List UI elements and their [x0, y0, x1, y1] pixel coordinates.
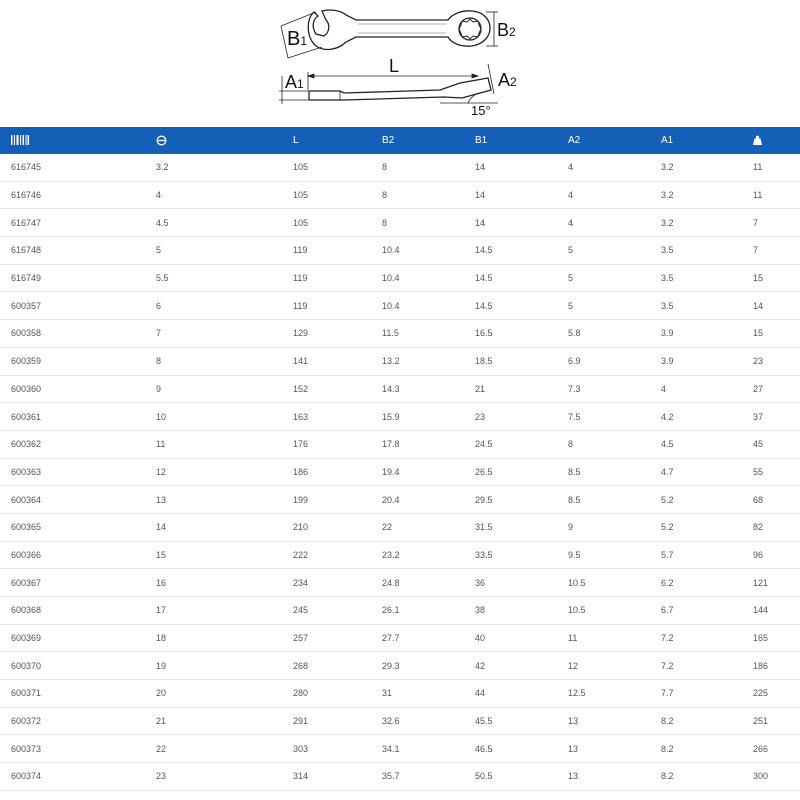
cell-B1: 40 — [464, 624, 557, 652]
cell-size: 19 — [145, 652, 282, 680]
cell-size: 14 — [145, 513, 282, 541]
cell-L: 199 — [282, 486, 371, 514]
cell-B2: 35.7 — [371, 763, 464, 791]
table-row — [0, 458, 800, 486]
cell-A1: 4.2 — [650, 403, 742, 431]
cell-A2: 12 — [557, 652, 650, 680]
cell-size: 18 — [145, 624, 282, 652]
cell-weight: 121 — [742, 569, 800, 597]
cell-A1: 3.2 — [650, 209, 742, 237]
cell-code: 616748 — [0, 237, 145, 265]
table-row — [0, 624, 800, 652]
cell-B1: 23 — [464, 403, 557, 431]
cell-L: 222 — [282, 541, 371, 569]
cell-B2: 24.8 — [371, 569, 464, 597]
cell-A1: 7.2 — [650, 624, 742, 652]
cell-code: 600364 — [0, 486, 145, 514]
cell-A1: 3.9 — [650, 347, 742, 375]
cell-L: 280 — [282, 680, 371, 708]
cell-size: 8 — [145, 347, 282, 375]
cell-weight: 82 — [742, 513, 800, 541]
cell-size: 10 — [145, 403, 282, 431]
table-row — [0, 707, 800, 735]
cell-A1: 8.2 — [650, 735, 742, 763]
table-row — [0, 403, 800, 431]
cell-weight: 144 — [742, 597, 800, 625]
table-row — [0, 597, 800, 625]
cell-A1: 6.2 — [650, 569, 742, 597]
cell-A2: 7.3 — [557, 375, 650, 403]
cell-code: 616749 — [0, 264, 145, 292]
header-l: L — [282, 127, 371, 154]
cell-weight: 225 — [742, 680, 800, 708]
cell-B2: 34.1 — [371, 735, 464, 763]
cell-B2: 20.4 — [371, 486, 464, 514]
cell-A2: 5 — [557, 237, 650, 265]
cell-B1: 29.5 — [464, 486, 557, 514]
cell-code: 600368 — [0, 597, 145, 625]
table-row — [0, 320, 800, 348]
cell-B2: 26.1 — [371, 597, 464, 625]
cell-B1: 26.5 — [464, 458, 557, 486]
cell-A2: 10.5 — [557, 597, 650, 625]
cell-B1: 14 — [464, 154, 557, 181]
cell-code: 600374 — [0, 763, 145, 791]
cell-A2: 5 — [557, 264, 650, 292]
cell-A2: 13 — [557, 735, 650, 763]
cell-A2: 9 — [557, 513, 650, 541]
wrench-top-view — [308, 10, 490, 49]
cell-code: 616745 — [0, 154, 145, 181]
cell-A1: 4 — [650, 375, 742, 403]
cell-code: 616746 — [0, 181, 145, 209]
cell-A2: 12.5 — [557, 680, 650, 708]
cell-size: 5.5 — [145, 264, 282, 292]
cell-size: 22 — [145, 735, 282, 763]
wrench-side-view — [309, 78, 491, 100]
header-b2: B2 — [371, 127, 464, 154]
cell-code: 600358 — [0, 320, 145, 348]
b2-label: B2 — [497, 20, 516, 40]
header-a2: A2 — [557, 127, 650, 154]
cell-A1: 7.2 — [650, 652, 742, 680]
cell-B1: 36 — [464, 569, 557, 597]
cell-size: 9 — [145, 375, 282, 403]
cell-weight: 300 — [742, 763, 800, 791]
cell-L: 268 — [282, 652, 371, 680]
cell-code: 600362 — [0, 430, 145, 458]
angle-label: 15° — [471, 103, 491, 118]
cell-A2: 5 — [557, 292, 650, 320]
cell-L: 119 — [282, 237, 371, 265]
table-row — [0, 292, 800, 320]
cell-A1: 5.2 — [650, 486, 742, 514]
cell-A2: 13 — [557, 763, 650, 791]
cell-L: 105 — [282, 209, 371, 237]
cell-L: 234 — [282, 569, 371, 597]
table-row — [0, 735, 800, 763]
cell-L: 105 — [282, 181, 371, 209]
cell-size: 7 — [145, 320, 282, 348]
header-code — [0, 127, 145, 154]
cell-code: 600361 — [0, 403, 145, 431]
cell-B1: 50.5 — [464, 763, 557, 791]
angle-arc — [440, 93, 498, 103]
cell-code: 600367 — [0, 569, 145, 597]
cell-A1: 5.2 — [650, 513, 742, 541]
cell-L: 245 — [282, 597, 371, 625]
cell-code: 600365 — [0, 513, 145, 541]
table-row — [0, 209, 800, 237]
cell-A1: 3.5 — [650, 264, 742, 292]
cell-size: 15 — [145, 541, 282, 569]
cell-B2: 8 — [371, 209, 464, 237]
cell-L: 119 — [282, 264, 371, 292]
cell-A2: 6.9 — [557, 347, 650, 375]
wrench-dimension-diagram — [0, 0, 800, 127]
cell-size: 11 — [145, 430, 282, 458]
table-row — [0, 154, 800, 181]
cell-A2: 13 — [557, 707, 650, 735]
cell-B1: 16.5 — [464, 320, 557, 348]
cell-weight: 7 — [742, 237, 800, 265]
b1-label: B1 — [287, 28, 308, 50]
cell-weight: 27 — [742, 375, 800, 403]
cell-A1: 3.5 — [650, 292, 742, 320]
cell-B2: 19.4 — [371, 458, 464, 486]
cell-B2: 13.2 — [371, 347, 464, 375]
cell-weight: 96 — [742, 541, 800, 569]
cell-weight: 23 — [742, 347, 800, 375]
cell-B1: 14.5 — [464, 237, 557, 265]
table-row — [0, 652, 800, 680]
barcode-icon — [11, 135, 29, 145]
cell-B2: 23.2 — [371, 541, 464, 569]
cell-size: 12 — [145, 458, 282, 486]
header-a1: A1 — [650, 127, 742, 154]
cell-A2: 4 — [557, 209, 650, 237]
cell-weight: 15 — [742, 320, 800, 348]
cell-size: 23 — [145, 763, 282, 791]
cell-L: 129 — [282, 320, 371, 348]
table-row — [0, 541, 800, 569]
cell-L: 176 — [282, 430, 371, 458]
cell-B2: 10.4 — [371, 292, 464, 320]
cell-B1: 14 — [464, 181, 557, 209]
cell-A1: 6.7 — [650, 597, 742, 625]
table-row — [0, 430, 800, 458]
cell-A2: 4 — [557, 181, 650, 209]
size-symbol-icon — [156, 135, 167, 146]
cell-B2: 8 — [371, 154, 464, 181]
cell-code: 600370 — [0, 652, 145, 680]
table-row — [0, 569, 800, 597]
weight-icon — [753, 135, 762, 145]
table-header-row — [0, 127, 800, 154]
cell-code: 600366 — [0, 541, 145, 569]
cell-size: 5 — [145, 237, 282, 265]
cell-A2: 8 — [557, 430, 650, 458]
table-row — [0, 181, 800, 209]
cell-size: 4.5 — [145, 209, 282, 237]
cell-A1: 4.7 — [650, 458, 742, 486]
a2-label: A2 — [498, 70, 517, 90]
cell-weight: 251 — [742, 707, 800, 735]
cell-B1: 18.5 — [464, 347, 557, 375]
cell-code: 600357 — [0, 292, 145, 320]
cell-A2: 4 — [557, 154, 650, 181]
cell-B1: 46.5 — [464, 735, 557, 763]
cell-L: 141 — [282, 347, 371, 375]
cell-B2: 31 — [371, 680, 464, 708]
cell-code: 600373 — [0, 735, 145, 763]
cell-L: 291 — [282, 707, 371, 735]
table-row — [0, 347, 800, 375]
cell-B2: 22 — [371, 513, 464, 541]
cell-size: 13 — [145, 486, 282, 514]
cell-weight: 7 — [742, 209, 800, 237]
cell-A2: 7.5 — [557, 403, 650, 431]
cell-code: 600360 — [0, 375, 145, 403]
cell-A1: 3.9 — [650, 320, 742, 348]
header-b1: B1 — [464, 127, 557, 154]
cell-size: 16 — [145, 569, 282, 597]
cell-weight: 11 — [742, 154, 800, 181]
table-row — [0, 486, 800, 514]
cell-A1: 7.7 — [650, 680, 742, 708]
cell-B2: 29.3 — [371, 652, 464, 680]
cell-size: 21 — [145, 707, 282, 735]
cell-L: 163 — [282, 403, 371, 431]
cell-L: 152 — [282, 375, 371, 403]
cell-B2: 11.5 — [371, 320, 464, 348]
cell-size: 20 — [145, 680, 282, 708]
cell-A2: 11 — [557, 624, 650, 652]
cell-size: 6 — [145, 292, 282, 320]
cell-weight: 55 — [742, 458, 800, 486]
cell-B1: 14.5 — [464, 264, 557, 292]
wrench-drawing — [0, 0, 800, 127]
cell-A2: 8.5 — [557, 486, 650, 514]
cell-B2: 17.8 — [371, 430, 464, 458]
cell-B2: 8 — [371, 181, 464, 209]
a1-label: A1 — [285, 72, 304, 92]
cell-B1: 33.5 — [464, 541, 557, 569]
cell-weight: 11 — [742, 181, 800, 209]
cell-size: 4 — [145, 181, 282, 209]
cell-A2: 8.5 — [557, 458, 650, 486]
cell-B1: 14 — [464, 209, 557, 237]
cell-A1: 3.5 — [650, 237, 742, 265]
table-row — [0, 264, 800, 292]
cell-B2: 10.4 — [371, 264, 464, 292]
cell-size: 17 — [145, 597, 282, 625]
cell-code: 600371 — [0, 680, 145, 708]
table-row — [0, 513, 800, 541]
cell-B2: 32.6 — [371, 707, 464, 735]
cell-B1: 44 — [464, 680, 557, 708]
cell-weight: 37 — [742, 403, 800, 431]
cell-code: 616747 — [0, 209, 145, 237]
table-row — [0, 237, 800, 265]
cell-weight: 68 — [742, 486, 800, 514]
cell-size: 3.2 — [145, 154, 282, 181]
cell-L: 186 — [282, 458, 371, 486]
cell-B2: 14.3 — [371, 375, 464, 403]
cell-B2: 10.4 — [371, 237, 464, 265]
cell-weight: 45 — [742, 430, 800, 458]
cell-A2: 5.8 — [557, 320, 650, 348]
cell-B2: 27.7 — [371, 624, 464, 652]
header-weight — [742, 127, 800, 154]
cell-B2: 15.9 — [371, 403, 464, 431]
cell-B1: 21 — [464, 375, 557, 403]
cell-L: 314 — [282, 763, 371, 791]
cell-code: 600372 — [0, 707, 145, 735]
cell-A1: 8.2 — [650, 763, 742, 791]
table-body — [0, 154, 800, 790]
cell-A1: 5.7 — [650, 541, 742, 569]
cell-weight: 186 — [742, 652, 800, 680]
cell-weight: 14 — [742, 292, 800, 320]
cell-code: 600363 — [0, 458, 145, 486]
cell-B1: 38 — [464, 597, 557, 625]
cell-A1: 3.2 — [650, 181, 742, 209]
cell-A2: 10.5 — [557, 569, 650, 597]
cell-B1: 24.5 — [464, 430, 557, 458]
cell-code: 600359 — [0, 347, 145, 375]
cell-A2: 9.5 — [557, 541, 650, 569]
cell-weight: 15 — [742, 264, 800, 292]
cell-L: 119 — [282, 292, 371, 320]
cell-weight: 266 — [742, 735, 800, 763]
cell-A1: 4.5 — [650, 430, 742, 458]
cell-B1: 42 — [464, 652, 557, 680]
cell-B1: 14.5 — [464, 292, 557, 320]
cell-weight: 165 — [742, 624, 800, 652]
cell-code: 600369 — [0, 624, 145, 652]
spec-table — [0, 127, 800, 791]
table-row — [0, 680, 800, 708]
cell-L: 210 — [282, 513, 371, 541]
cell-B1: 45.5 — [464, 707, 557, 735]
cell-L: 105 — [282, 154, 371, 181]
l-label: L — [389, 56, 400, 76]
cell-L: 257 — [282, 624, 371, 652]
cell-A1: 8.2 — [650, 707, 742, 735]
cell-B1: 31.5 — [464, 513, 557, 541]
table-row — [0, 763, 800, 791]
table-row — [0, 375, 800, 403]
cell-A1: 3.2 — [650, 154, 742, 181]
cell-L: 303 — [282, 735, 371, 763]
header-size — [145, 127, 282, 154]
